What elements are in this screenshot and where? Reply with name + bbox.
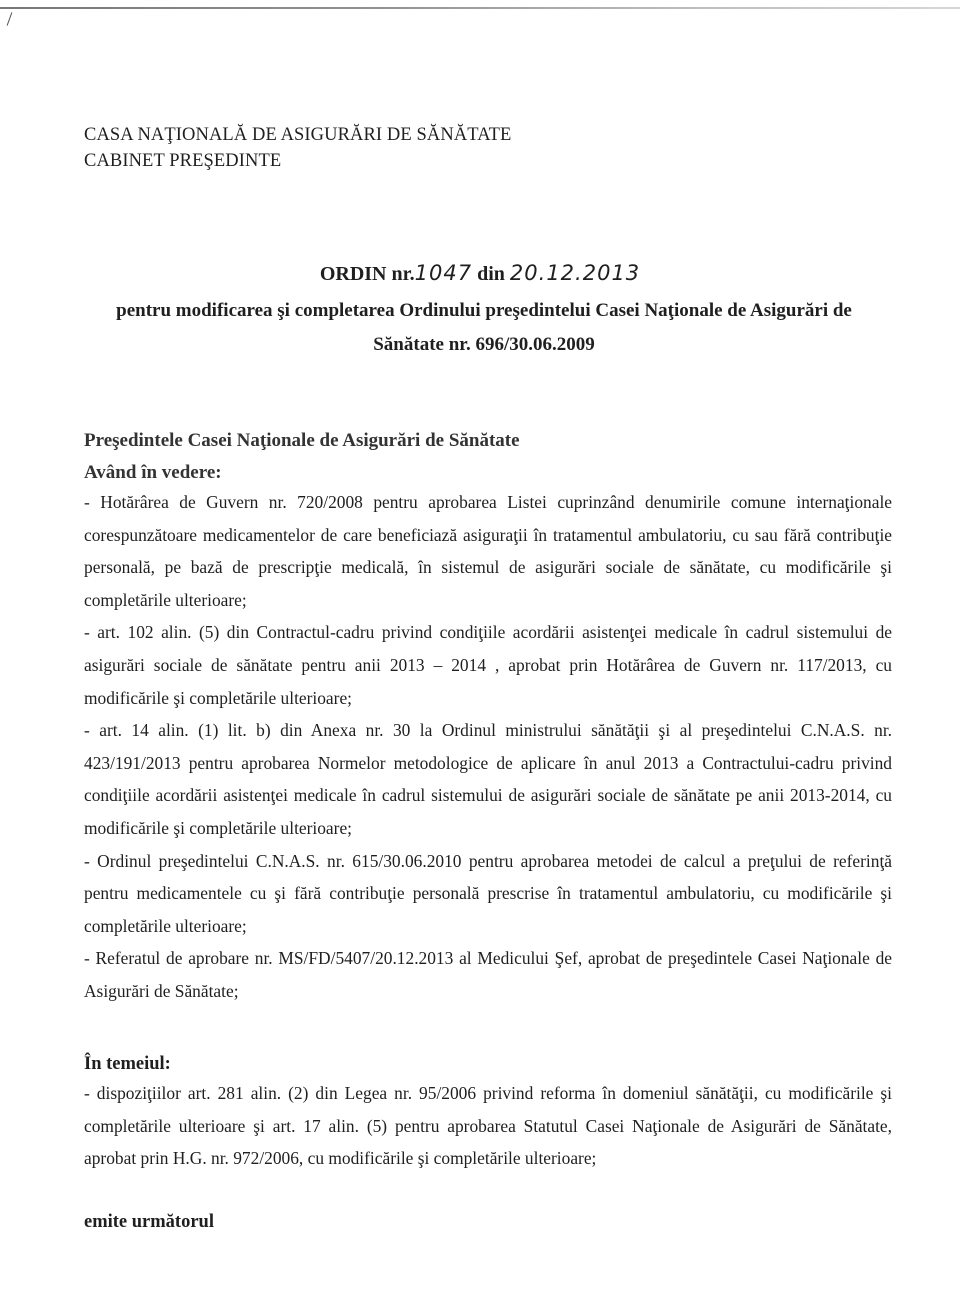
legal-basis-heading: În temeiul: — [84, 1054, 171, 1074]
consideration-item: - Referatul de aprobare nr. MS/FD/5407/20.12.2013 al Medicului Şef, aprobat de preşedintele Casei Naţionale de Asigurări de Sănătate; — [84, 948, 892, 1001]
consideration-item: - art. 14 alin. (1) lit. b) din Anexa nr. 30 la Ordinul ministrului sănătăţii şi al preşedintelui C.N.A.S. nr. 423/191/2013 pentru aprobarea Normelor metodologice de aplicare în anul 2013 a Contractului-cadru privind condiţiile acordării asistenţei medicale în cadrul sistemului de asigurări sociale de sănătate pe anii 2013-2014, cu modificările şi completările ulterioare; — [84, 720, 892, 838]
institution-name: CASA NAŢIONALĂ DE ASIGURĂRI DE SĂNĂTATE — [84, 125, 512, 145]
order-din: din — [477, 263, 505, 285]
closing-line: emite următorul — [84, 1212, 214, 1232]
having-regard-heading: Având în vedere: — [84, 462, 222, 483]
purpose-line-1: pentru modificarea şi completarea Ordinului preşedintelui Casei Naţionale de Asigurări de — [116, 300, 852, 321]
order-purpose — [84, 294, 884, 362]
considerations-list — [84, 486, 892, 1008]
scan-edge — [0, 7, 960, 9]
consideration-item: - art. 102 alin. (5) din Contractul-cadru privind condiţiile acordării asistenţei medicale în cadrul sistemului de asigurări sociale de sănătate pentru anii 2013 – 2014 , aprobat prin Hotărârea de Guvern nr. 117/2013, cu modificările şi completările ulterioare; — [84, 622, 892, 708]
president-heading: Preşedintele Casei Naţionale de Asigurări de Sănătate — [84, 430, 520, 451]
cabinet-name: CABINET PREŞEDINTE — [84, 151, 282, 171]
legal-basis-item: - dispoziţiilor art. 281 alin. (2) din Legea nr. 95/2006 privind reforma în domeniul sănătăţii, cu modificările şi completările ulterioare şi art. 17 alin. (5) pentru aprobarea Statutul Casei Naţionale de Asigurări de Sănătate, aprobat prin H.G. nr. 972/2006, cu modificările şi completările ulterioare; — [84, 1083, 892, 1169]
purpose-line-2: Sănătate nr. 696/30.06.2009 — [373, 334, 595, 355]
consideration-item: - Hotărârea de Guvern nr. 720/2008 pentru aprobarea Listei cuprinzând denumirile comune internaţionale corespunzătoare medicamentelor de care beneficiază asiguraţii în tratamentul ambulatoriu, cu sau fără contribuţie personală, pe bază de prescripţie medicală, în sistemul de asigurări sociale de sănătate, cu modificările şi completările ulterioare; — [84, 492, 892, 610]
document-header — [84, 122, 511, 174]
order-date-handwritten: 20.12.2013 — [509, 261, 641, 285]
corner-mark — [7, 12, 13, 25]
order-number-handwritten: 1047 — [414, 261, 473, 285]
order-label: ORDIN nr. — [319, 263, 415, 285]
order-title — [0, 256, 960, 291]
legal-basis-text — [84, 1077, 892, 1175]
consideration-item: - Ordinul preşedintelui C.N.A.S. nr. 615/30.06.2010 pentru aprobarea metodei de calcul a preţului de referinţă pentru medicamentele cu şi fără contribuţie personală prescrise în tratamentul ambulatoriu, cu modificările şi completările ulterioare; — [84, 850, 892, 936]
